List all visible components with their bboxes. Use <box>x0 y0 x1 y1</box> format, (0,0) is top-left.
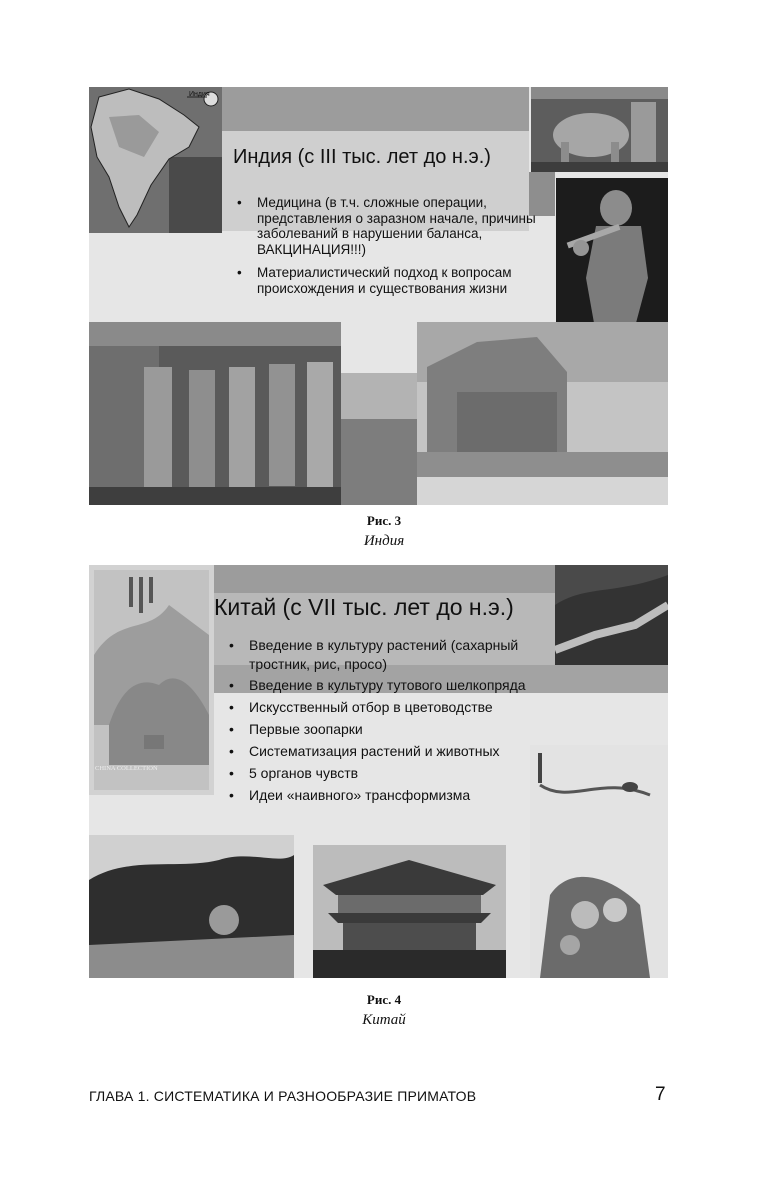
list-item: • Введение в культуру растений (сахарный тростник, рис, просо) <box>227 636 557 674</box>
india-map-image <box>89 87 222 233</box>
list-item: • Систематизация растений и животных <box>227 742 557 761</box>
slide-header-band <box>222 87 529 131</box>
list-item: • 5 органов чувств <box>227 764 557 783</box>
chapter-footer: ГЛАВА 1. СИСТЕМАТИКА И РАЗНООБРАЗИЕ ПРИМАТОВ <box>89 1088 477 1104</box>
slide-gray-square <box>341 373 417 419</box>
statue-flute-image <box>556 178 668 323</box>
carved-temple-wall-image <box>89 322 341 505</box>
chinese-scroll-image <box>89 565 214 795</box>
page-number: 7 <box>655 1084 666 1105</box>
temple-elephants-image <box>417 322 668 505</box>
figure-label: Рис. 3 <box>366 513 402 528</box>
map-label: Индия <box>189 91 210 98</box>
list-item: • Материалистический подход к вопросам происхождения и существования жизни <box>235 265 547 296</box>
figure-caption: Индия <box>363 533 405 549</box>
slide-title-china: Китай (с VII тыс. лет до н.э.) <box>214 594 514 620</box>
chinese-garden-image <box>89 835 294 978</box>
china-bullet-list <box>227 636 557 805</box>
slide-gray-square <box>341 419 417 505</box>
slide-title-india: Индия (с III тыс. лет до н.э.) <box>233 146 491 168</box>
list-item: • Первые зоопарки <box>227 720 557 739</box>
list-item: • Искусственный отбор в цветоводстве <box>227 698 557 717</box>
chinese-temple-image <box>313 845 506 978</box>
list-item: • Введение в культуру тутового шелкопряда <box>227 676 557 695</box>
list-item: • Медицина (в т.ч. сложные операции, представления о заразном начале, причины заболеваний в нарушении баланса, ВАКЦИНАЦИЯ!!!) <box>235 195 547 257</box>
slide-header-band <box>214 565 556 593</box>
great-wall-image <box>555 565 668 665</box>
figure-caption: Китай <box>362 1012 406 1028</box>
list-item: • Идеи «наивного» трансформизма <box>227 786 557 805</box>
india-bullet-list <box>235 195 547 296</box>
figure-label: Рис. 4 <box>366 992 402 1007</box>
elephant-relief-image <box>531 87 668 172</box>
scroll-caption-text: CHINA COLLECTION <box>95 765 158 772</box>
